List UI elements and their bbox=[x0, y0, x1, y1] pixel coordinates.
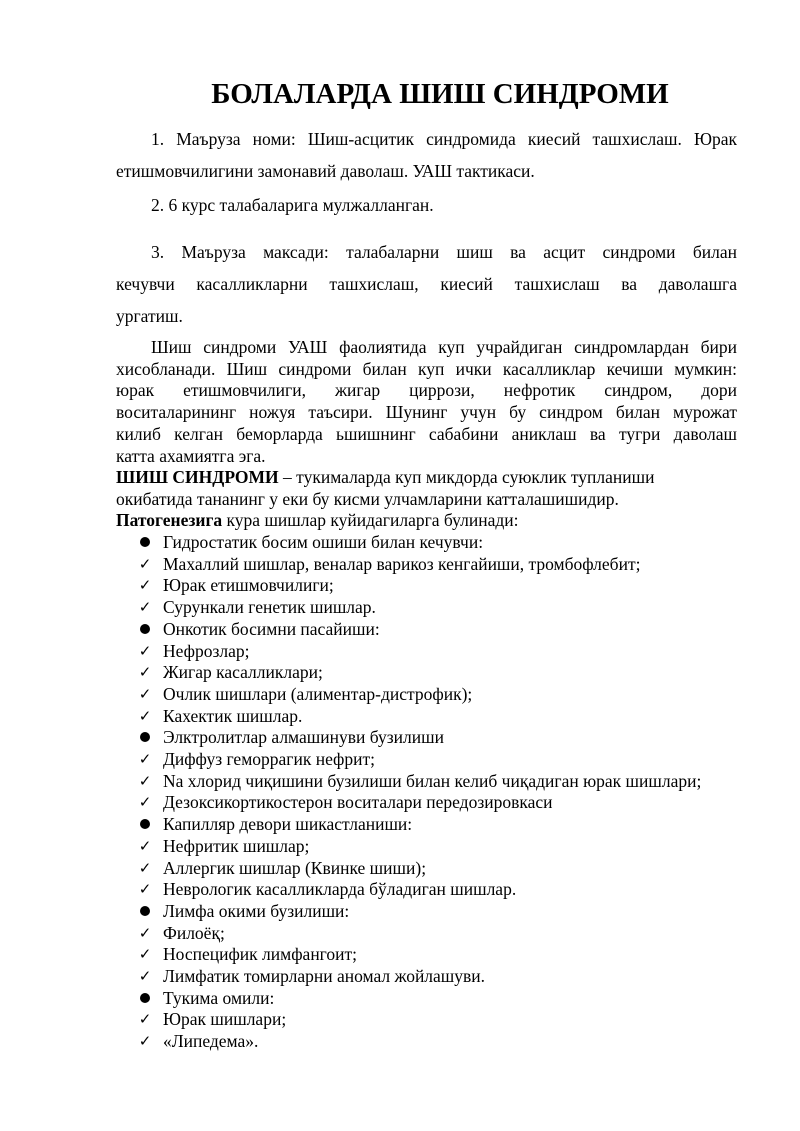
checkmark-icon: ✓ bbox=[138, 771, 152, 790]
pathogenesis-term: Патогенезига bbox=[116, 510, 223, 530]
checkmark-icon: ✓ bbox=[138, 684, 152, 703]
pathogenesis-text: кура шишлар куйидагиларга булинади: bbox=[222, 510, 519, 530]
list-item-text: Na хлорид чиқишини бузилиши билан келиб чиқадиган юрак шишлари; bbox=[163, 770, 702, 791]
list-item-text: Неврологик касалликларда бўладиган шишлар. bbox=[163, 879, 517, 900]
definition-text-1: – тукималарда куп микдорда суюклик тупланиши bbox=[278, 467, 655, 487]
list-group-heading bbox=[138, 532, 768, 554]
lecture-name-paragraph bbox=[116, 123, 737, 187]
lecture-goal-line-2: кечувчи касалликларни ташхислаш, киесий ташхислаш ва даволашга bbox=[116, 274, 737, 294]
list-item-text: Капилляр девори шикастланиши: bbox=[163, 814, 413, 835]
checkmark-icon: ✓ bbox=[138, 706, 152, 725]
checkmark-icon: ✓ bbox=[138, 858, 152, 877]
list-item bbox=[138, 792, 768, 814]
intro-line-4: воситаларининг ножуя таъсири. Шунинг учун бу синдром билан мурожат bbox=[116, 402, 737, 423]
classification-list bbox=[138, 532, 768, 1053]
checkmark-icon: ✓ bbox=[138, 663, 152, 682]
pathogenesis-heading bbox=[116, 510, 737, 532]
list-item-text: Юрак етишмовчилиги; bbox=[163, 575, 334, 596]
checkmark-icon: ✓ bbox=[138, 945, 152, 964]
list-item-text: Лимфа окими бузилиши: bbox=[163, 900, 350, 921]
list-item-text: Сурункали генетик шишлар. bbox=[163, 597, 376, 618]
list-item bbox=[138, 923, 768, 945]
list-item-text: Дезоксикортикостерон воситалари передозировкаси bbox=[163, 792, 553, 813]
checkmark-icon: ✓ bbox=[138, 967, 152, 986]
list-item-text: Очлик шишлари (алиментар-дистрофик); bbox=[163, 683, 473, 704]
list-item-text: Тукима омили: bbox=[163, 987, 275, 1008]
definition-line-1 bbox=[116, 467, 737, 489]
intro-line-5: килиб келган беморларда ьшишнинг сабабини аниклаш ва тугри даволаш bbox=[116, 423, 737, 444]
audience-paragraph bbox=[116, 189, 737, 221]
list-group-heading bbox=[138, 814, 768, 836]
pathogenesis-line bbox=[116, 510, 737, 532]
list-item-text: Кахектик шишлар. bbox=[163, 705, 303, 726]
list-item bbox=[138, 879, 768, 901]
intro-line-2: хисобланади. Шиш синдроми билан куп ички касалликлар кечиши мумкин: bbox=[116, 358, 737, 379]
checkmark-icon: ✓ bbox=[138, 554, 152, 573]
list-item bbox=[138, 1031, 768, 1053]
checkmark-icon: ✓ bbox=[138, 1010, 152, 1029]
list-group-heading bbox=[138, 988, 768, 1010]
checkmark-icon: ✓ bbox=[138, 576, 152, 595]
checkmark-icon: ✓ bbox=[138, 880, 152, 899]
list-item bbox=[138, 684, 768, 706]
list-item bbox=[138, 771, 768, 793]
list-item-text: Жигар касалликлари; bbox=[163, 662, 323, 683]
list-item-text: Лимфатик томирларни аномал жойлашуви. bbox=[163, 966, 486, 987]
checkmark-icon: ✓ bbox=[138, 1032, 152, 1051]
list-item-text: Юрак шишлари; bbox=[163, 1009, 287, 1030]
list-item-text: Элктролитлар алмашинуви бузилиши bbox=[163, 727, 444, 748]
definition-term: ШИШ СИНДРОМИ bbox=[116, 467, 279, 487]
lecture-name-line-2: етишмовчилигини замонавий даволаш. УАШ тактикаси. bbox=[116, 161, 535, 181]
list-group-heading bbox=[138, 619, 768, 641]
intro-line-3: юрак етишмовчилиги, жигар циррози, нефротик синдром, дори bbox=[116, 380, 737, 401]
list-item-text: Гидростатик босим ошиши билан кечувчи: bbox=[163, 532, 484, 552]
list-item bbox=[138, 749, 768, 771]
list-item-text: Аллергик шишлар (Квинке шиши); bbox=[163, 857, 427, 878]
list-item-text: Филоёқ; bbox=[163, 922, 225, 943]
list-item-text: Нефрозлар; bbox=[163, 640, 250, 661]
checkmark-icon: ✓ bbox=[138, 641, 152, 660]
list-item-text: Нефритик шишлар; bbox=[163, 835, 310, 856]
list-item bbox=[138, 706, 768, 728]
definition-paragraph bbox=[116, 467, 737, 510]
lecture-goal-paragraph bbox=[116, 236, 737, 332]
intro-paragraph bbox=[116, 337, 737, 467]
list-item-text: Носпецифик лимфангоит; bbox=[163, 944, 358, 965]
list-item bbox=[138, 944, 768, 966]
list-group-heading bbox=[138, 901, 768, 923]
list-item bbox=[138, 1009, 768, 1031]
list-item-text: Онкотик босимни пасайиши: bbox=[163, 618, 380, 639]
list-item-text: Махаллий шишлар, веналар варикоз кенгайиши, тромбофлебит; bbox=[163, 553, 641, 574]
list-item bbox=[138, 662, 768, 684]
list-item-text: «Липедема». bbox=[163, 1031, 259, 1052]
definition-line-2: окибатида тананинг у еки бу кисми улчамларини катталашишидир. bbox=[116, 488, 619, 509]
list-item bbox=[138, 554, 768, 576]
list-item bbox=[138, 641, 768, 663]
checkmark-icon: ✓ bbox=[138, 793, 152, 812]
list-item bbox=[138, 858, 768, 880]
list-item bbox=[138, 836, 768, 858]
lecture-name-line-1: 1. Маъруза номи: Шиш-асцитик синдромида киесий ташхислаш. Юрак bbox=[151, 129, 737, 149]
list-item bbox=[138, 597, 768, 619]
intro-line-6: катта ахамиятга эга. bbox=[116, 445, 266, 466]
list-item bbox=[138, 575, 768, 597]
list-item bbox=[138, 966, 768, 988]
intro-line-1: Шиш синдроми УАШ фаолиятида куп учрайдиган синдромлардан бири bbox=[151, 337, 737, 357]
list-item-text: Диффуз геморрагик нефрит; bbox=[163, 749, 376, 770]
lecture-goal-line-3: ургатиш. bbox=[116, 306, 183, 326]
document-title: БОЛАЛАРДА ШИШ СИНДРОМИ bbox=[211, 78, 669, 110]
checkmark-icon: ✓ bbox=[138, 923, 152, 942]
audience-line: 2. 6 курс талабаларига мулжалланган. bbox=[151, 195, 434, 215]
checkmark-icon: ✓ bbox=[138, 836, 152, 855]
lecture-goal-line-1: 3. Маъруза максади: талабаларни шиш ва асцит синдроми билан bbox=[151, 242, 737, 262]
checkmark-icon: ✓ bbox=[138, 750, 152, 769]
checkmark-icon: ✓ bbox=[138, 598, 152, 617]
list-group-heading bbox=[138, 727, 768, 749]
